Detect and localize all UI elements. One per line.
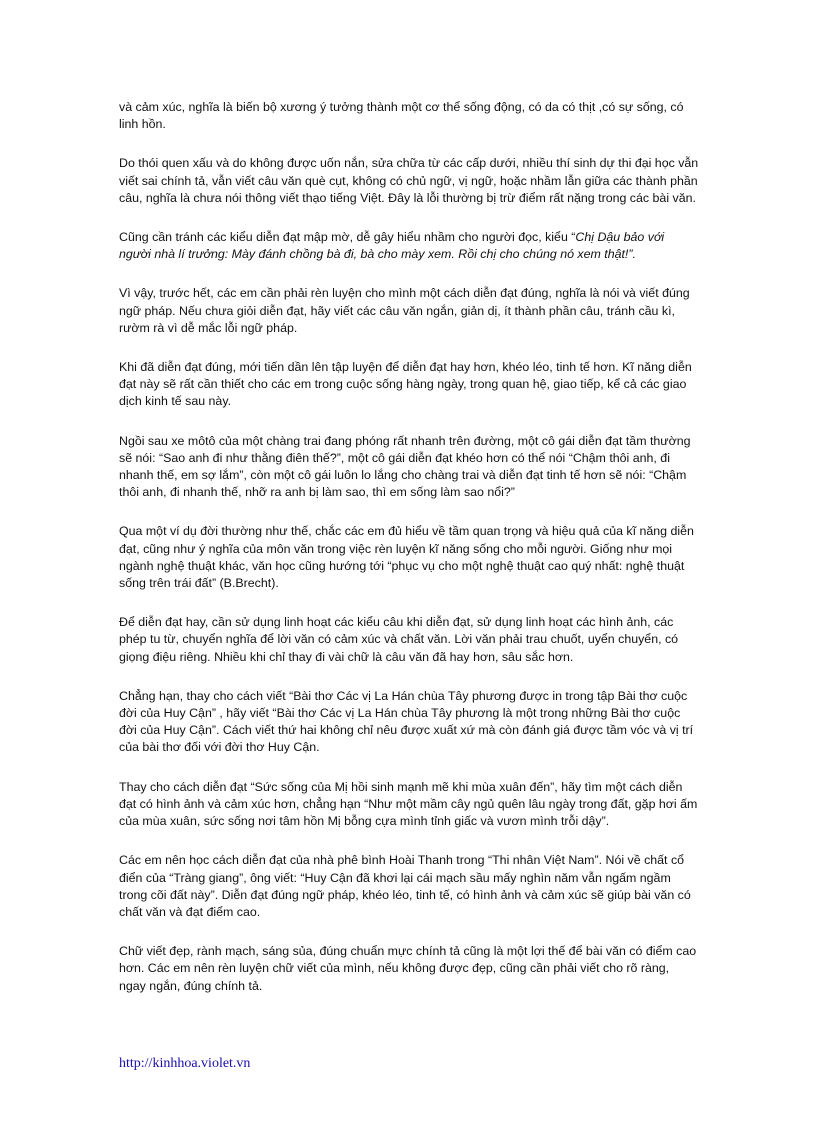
paragraph: Để diễn đạt hay, cần sử dụng linh hoạt các kiểu câu khi diễn đạt, sử dụng linh hoạt các hình ảnh, các phép tu từ, chuyển nghĩa để lời văn có cảm xúc và chất văn. Lời văn phải trau chuốt, uyển chuyển, có giọng điệu riêng. Nhiều khi chỉ thay đi vài chữ là câu văn đã hay hơn, sâu sắc hơn. bbox=[119, 615, 679, 664]
paragraph: Chẳng hạn, thay cho cách viết “Bài thơ Các vị La Hán chùa Tây phương được in trong tập Bài thơ cuộc đời của Huy Cận” , hãy viết “Bài thơ Các vị La Hán chùa Tây phương là một trong những Bài thơ cuộc đời của Huy Cận”. Cách viết thứ hai không chỉ nêu được xuất xứ mà còn đánh giá được tầm vóc và vị trí của bài thơ đối với đời thơ Huy Cận. bbox=[119, 688, 694, 755]
paragraph: Ngồi sau xe môtô của một chàng trai đang phóng rất nhanh trên đường, một cô gái diễn đạt tầm thường sẽ nói: “Sao anh đi như thằng điên thế?”, một cô gái diễn đạt khéo hơn có thể nói “Chậm thôi anh, đi nhanh thế, em sợ lắm”, còn một cô gái luôn lo lắng cho chàng trai và diễn đạt tinh tế hơn sẽ nói: “Chậm thôi anh, đi nhanh thế, nhỡ ra anh bị làm sao, thì em sống làm sao nổi?” bbox=[119, 433, 691, 500]
paragraph: Các em nên học cách diễn đạt của nhà phê bình Hoài Thanh trong “Thi nhân Việt Nam”. Nói về chất cổ điển của “Tràng giang”, ông viết: “Huy Cận đã khơi lại cái mạch sầu mấy nghìn năm vẫn ngấm ngầm trong cõi đất này”. Diễn đạt đúng ngữ pháp, khéo léo, tinh tế, có hình ảnh và cảm xúc sẽ giúp bài văn có chất văn và đạt điểm cao. bbox=[119, 853, 691, 919]
paragraph: và cảm xúc, nghĩa là biến bộ xương ý tưởng thành một cơ thể sống động, có da có thịt ,có sự sống, có linh hồn. bbox=[119, 100, 684, 132]
paragraph: Do thói quen xấu và do không được uốn nắn, sửa chữa từ các cấp dưới, nhiều thí sinh dự thi đại học vẫn viết sai chính tả, vẫn viết câu văn què cụt, không có chủ ngữ, vị ngữ, hoặc nhầm lẫn giữa các thành phần câu, nghĩa là chưa nói thông viết thạo tiếng Việt. Đây là lỗi thường bị trừ điểm rất nặng trong các bài văn. bbox=[119, 156, 699, 205]
paragraph: Chữ viết đẹp, rành mạch, sáng sủa, đúng chuẩn mực chính tả cũng là một lợi thế để bài văn có điểm cao hơn. Các em nên rèn luyện chữ viết của mình, nếu không được đẹp, cũng cần phải viết cho rõ ràng, ngay ngắn, đúng chính tả. bbox=[119, 944, 697, 993]
document-body bbox=[119, 99, 699, 1017]
paragraph: Qua một ví dụ đời thường như thế, chắc các em đủ hiểu về tầm quan trọng và hiệu quả của kĩ năng diễn đạt, cũng như ý nghĩa của môn văn trong việc rèn luyện kĩ năng sống cho mỗi người. Giống như mọi ngành nghệ thuật khác, văn học cũng hướng tới “phục vụ cho một nghệ thuật cao quý nhất: nghệ thuật sống trên trái đất” (B.Brecht). bbox=[119, 524, 694, 591]
paragraph-text: Cũng cần tránh các kiểu diễn đạt mập mờ, dễ gây hiểu nhầm cho người đọc, kiểu “ bbox=[119, 230, 576, 245]
quoted-example: Chị Dậu bảo với người nhà lí trưởng: Mày đánh chồng bà đi, bà cho mày xem. Rồi chị cho chúng nó xem thật!”. bbox=[119, 230, 665, 262]
paragraph: Khi đã diễn đạt đúng, mới tiến dần lên tập luyện để diễn đạt hay hơn, khéo léo, tinh tế hơn. Kĩ năng diễn đạt này sẽ rất cần thiết cho các em trong cuộc sống hàng ngày, trong quan hệ, giao tiếp, kể cả các giao dịch kinh tế sau này. bbox=[119, 360, 692, 409]
paragraph: Thay cho cách diễn đạt “Sức sống của Mị hồi sinh mạnh mẽ khi mùa xuân đến”, hãy tìm một cách diễn đạt có hình ảnh và cảm xúc hơn, chẳng hạn “Như một mầm cây ngủ quên lâu ngày trong đất, gặp hơi ấm của mùa xuân, sức sống nơi tâm hồn Mị bỗng cựa mình tỉnh giấc và vươn mình trỗi dậy”. bbox=[119, 779, 698, 829]
paragraph: Vì vậy, trước hết, các em cần phải rèn luyện cho mình một cách diễn đạt đúng, nghĩa là nói và viết đúng ngữ pháp. Nếu chưa giỏi diễn đạt, hãy viết các câu văn ngắn, giản dị, ít thành phần câu, tránh cầu kì, rườm rà vì dễ mắc lỗi ngữ pháp. bbox=[119, 286, 690, 335]
paragraph bbox=[119, 229, 699, 263]
footer-link[interactable]: http://kinhhoa.violet.vn bbox=[119, 1056, 251, 1071]
